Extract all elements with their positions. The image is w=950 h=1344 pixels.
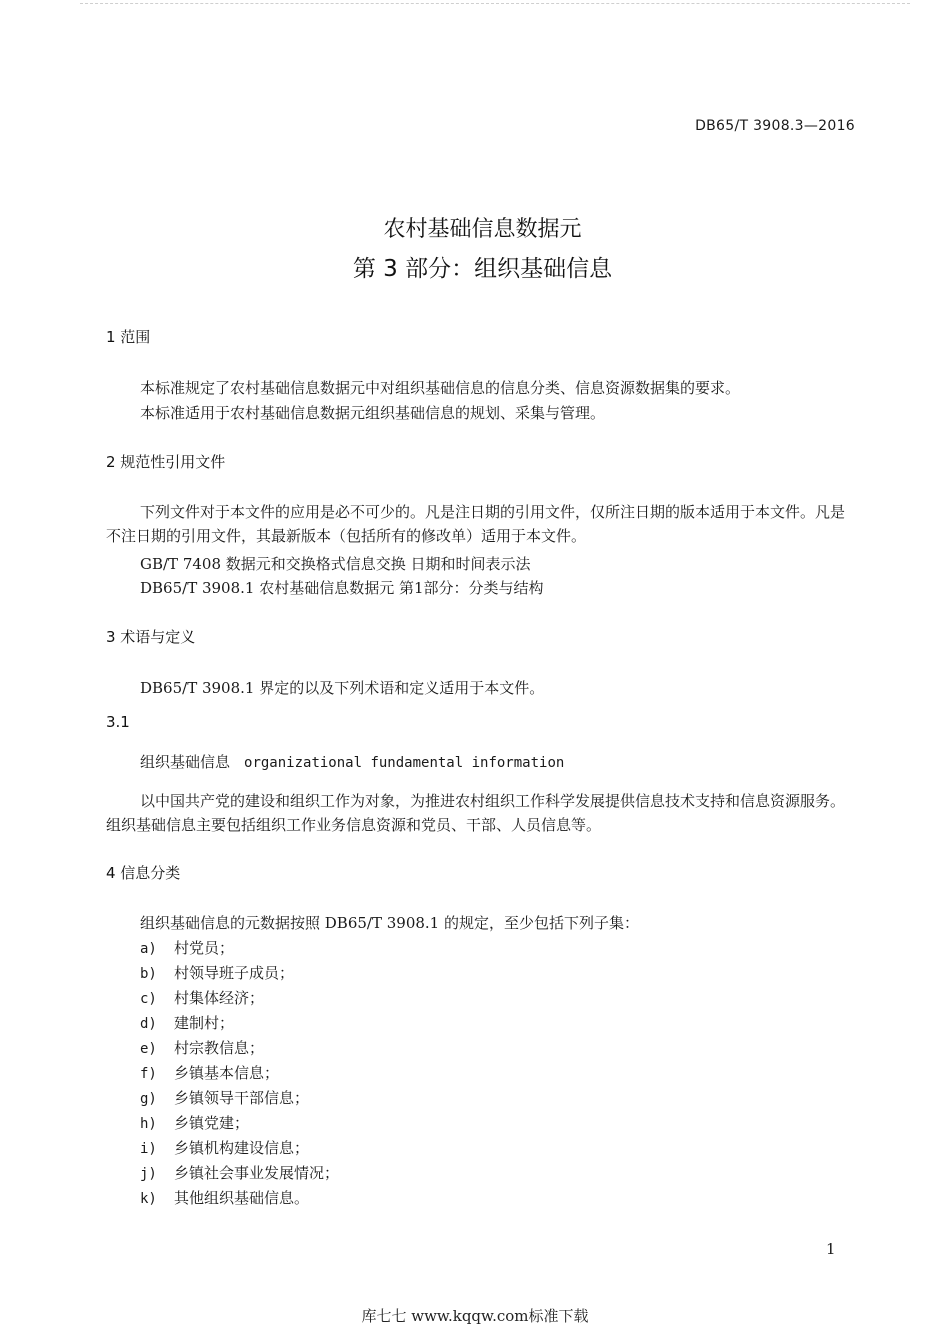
list-item-text: 村宗教信息；: [174, 1039, 265, 1057]
section-4-intro: 组织基础信息的元数据按照 DB65/T 3908.1 的规定，至少包括下列子集：: [140, 914, 639, 932]
list-item-text: 乡镇机构建设信息；: [174, 1139, 310, 1157]
scan-top-border: [80, 3, 910, 4]
list-marker: d): [140, 1016, 157, 1032]
term-english: organizational fundamental information: [244, 755, 565, 771]
section-1-paragraph-2: 本标准适用于农村基础信息数据元组织基础信息的规划、采集与管理。: [140, 404, 606, 422]
list-item-text: 乡镇基本信息；: [174, 1064, 280, 1082]
list-marker: e): [140, 1041, 157, 1057]
section-3-paragraph: DB65/T 3908.1 界定的以及下列术语和定义适用于本文件。: [140, 679, 545, 697]
section-1-heading: 1 范围: [106, 328, 151, 346]
list-marker: h): [140, 1116, 157, 1132]
list-marker: f): [140, 1066, 157, 1082]
list-item: [140, 1011, 339, 1036]
section-4-heading: 4 信息分类: [106, 864, 181, 882]
list-marker: g): [140, 1091, 157, 1107]
reference-1: GB/T 7408 数据元和交换格式信息交换 日期和时间表示法: [140, 555, 531, 573]
list-marker: k): [140, 1191, 157, 1207]
list-item-text: 乡镇党建；: [174, 1114, 250, 1132]
list-item: [140, 1186, 339, 1211]
list-marker: a): [140, 941, 157, 957]
list-item: [140, 1136, 339, 1161]
list-item: [140, 1061, 339, 1086]
document-subtitle: 第 3 部分：组织基础信息: [352, 256, 613, 282]
term-chinese: 组织基础信息: [140, 753, 231, 771]
term-definition: 以中国共产党的建设和组织工作为对象，为推进农村组织工作科学发展提供信息技术支持和信息资源服务。组织基础信息主要包括组织工作业务信息资源和党员、干部、人员信息等。: [106, 792, 846, 834]
section-1-paragraph-1: 本标准规定了农村基础信息数据元中对组织基础信息的信息分类、信息资源数据集的要求。: [140, 379, 741, 397]
list-item: [140, 1036, 339, 1061]
standard-code: DB65/T 3908.3—2016: [695, 118, 855, 134]
section-2-paragraph: 下列文件对于本文件的应用是必不可少的。凡是注日期的引用文件，仅所注日期的版本适用于本文件。凡是不注日期的引用文件，其最新版本（包括所有的修改单）适用于本文件。: [106, 503, 846, 545]
list-item-text: 村领导班子成员；: [174, 964, 295, 982]
list-item: [140, 1161, 339, 1186]
section-2-heading: 2 规范性引用文件: [106, 453, 226, 471]
list-item: [140, 1086, 339, 1111]
list-item-text: 村集体经济；: [174, 989, 265, 1007]
list-marker: b): [140, 966, 157, 982]
list-marker: c): [140, 991, 157, 1007]
list-item: [140, 961, 339, 986]
reference-2: DB65/T 3908.1 农村基础信息数据元 第1部分：分类与结构: [140, 579, 544, 597]
list-item: [140, 986, 339, 1011]
list-marker: i): [140, 1141, 157, 1157]
list-item-text: 村党员；: [174, 939, 235, 957]
page-number: 1: [826, 1240, 836, 1258]
list-item-text: 其他组织基础信息。: [174, 1189, 310, 1207]
document-title: 农村基础信息数据元: [383, 217, 582, 242]
subset-list: [140, 936, 339, 1211]
list-item-text: 乡镇领导干部信息；: [174, 1089, 310, 1107]
footer-watermark: 库七七 www.kqqw.com标准下载: [361, 1307, 589, 1325]
list-item-text: 建制村；: [174, 1014, 235, 1032]
list-item: [140, 936, 339, 961]
list-marker: j): [140, 1166, 157, 1182]
section-3-heading: 3 术语与定义: [106, 628, 196, 646]
list-item-text: 乡镇社会事业发展情况；: [174, 1164, 340, 1182]
list-item: [140, 1111, 339, 1136]
term-entry: [140, 751, 564, 772]
subsection-number: 3.1: [106, 713, 130, 731]
